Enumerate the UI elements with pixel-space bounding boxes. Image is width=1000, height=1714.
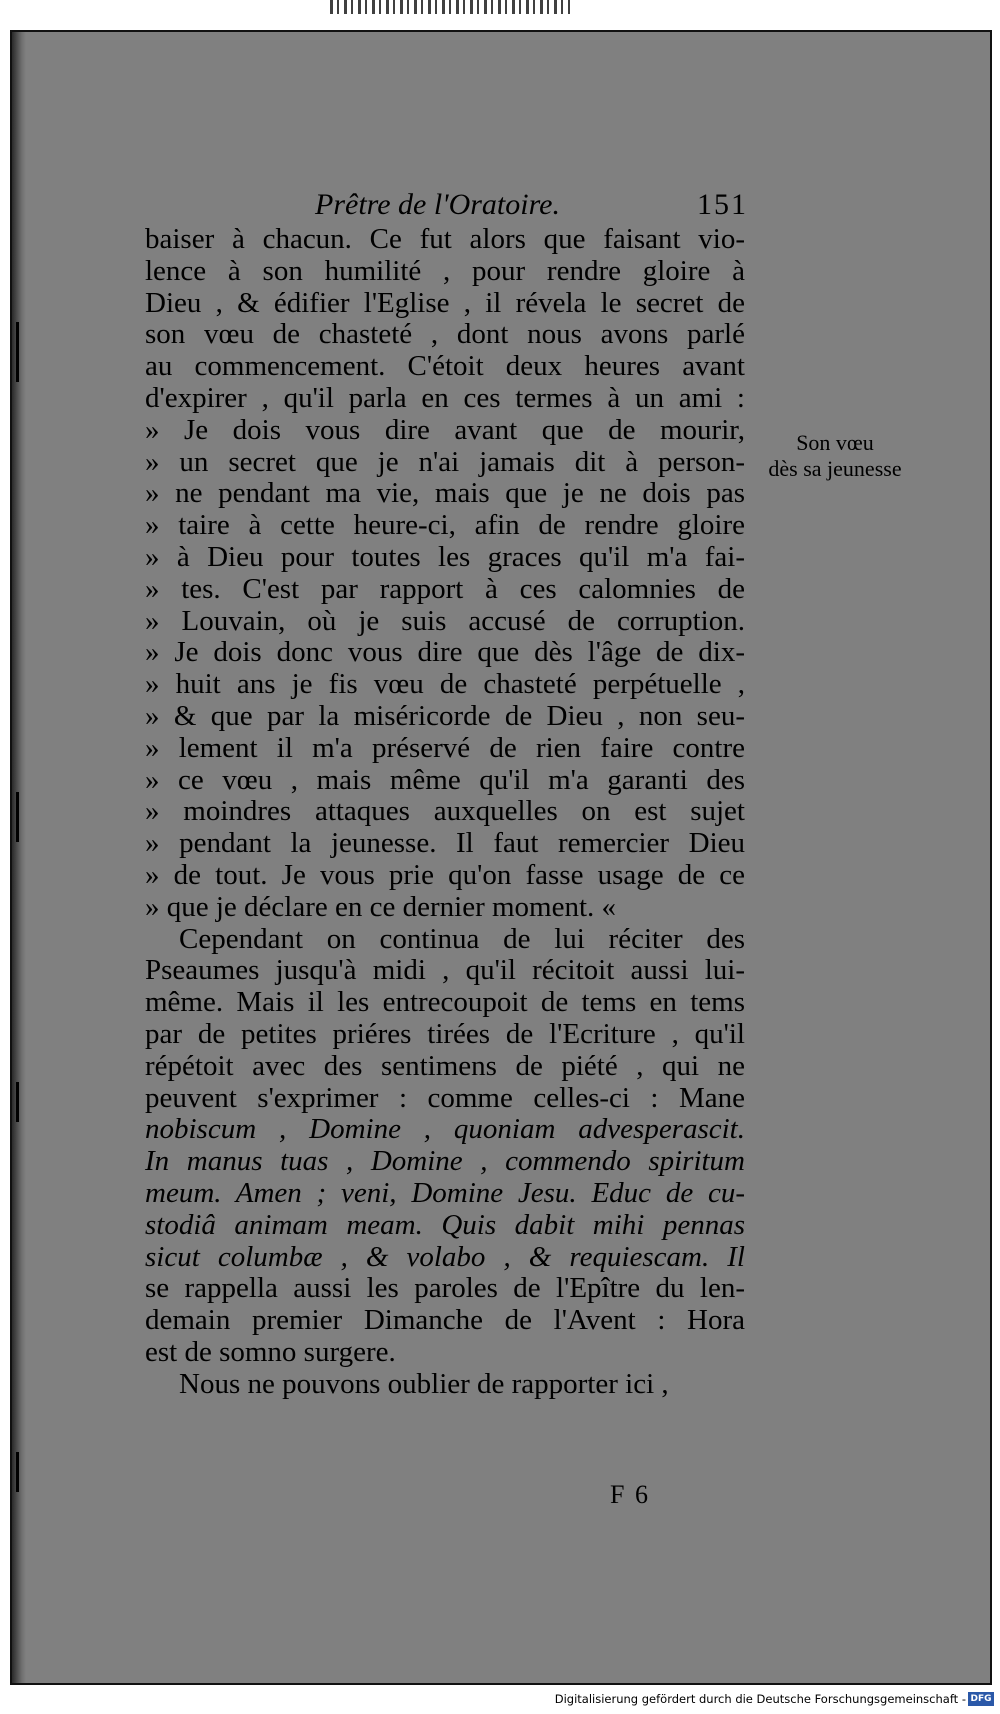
text-line: » ce vœu , mais même qu'il m'a garanti des [145,763,745,796]
dfg-logo: DFG [968,1692,994,1706]
scan-top-edge [0,0,1000,26]
text-line: » de tout. Je vous prie qu'on fasse usage de ce [145,858,745,891]
text-line: nobiscum , Domine , quoniam advesperascit. [145,1113,745,1146]
text-line: Cependant on continua de lui réciter des [179,922,745,955]
text-line: se rappella aussi les paroles de l'Epître du len- [145,1272,745,1305]
edge-mark [16,1082,19,1122]
body-text [145,224,745,1400]
text-line: » & que par la miséricorde de Dieu , non seu- [145,699,745,732]
footer-bar [0,1688,1000,1714]
margin-note [760,430,910,482]
text-line: » Je dois vous dire avant que de mourir, [145,413,745,446]
text-line: même. Mais il les entrecoupoit de tems en tems [145,986,745,1019]
text-line: répétoit avec des sentimens de piété , qui ne [145,1049,745,1082]
text-line: » que je déclare en ce dernier moment. « [145,890,617,923]
text-line: Dieu , & édifier l'Eglise , il révela le secret de [145,286,745,319]
page-gutter-shadow [12,32,26,1683]
text-line: au commencement. C'étoit deux heures avant [145,350,745,383]
text-line: meum. Amen ; veni, Domine Jesu. Educ de cu- [145,1176,745,1209]
edge-mark [16,792,19,842]
text-line: Nous ne pouvons oublier de rapporter ici , [179,1367,669,1400]
text-line: » moindres attaques auxquelles on est sujet [145,795,745,828]
text-line: » ne pendant ma vie, mais que je ne dois pas [145,477,745,510]
text-line: » Je dois donc vous dire que dès l'âge de dix- [145,636,745,669]
text-line: » lement il m'a préservé de rien faire contre [145,731,745,764]
text-line: son vœu de chasteté , dont nous avons parlé [145,318,745,351]
page-text-block [145,186,748,1400]
margin-note-line-1: Son vœu [796,430,874,455]
running-head [145,186,748,224]
digitization-credit: Digitalisierung gefördert durch die Deutsche Forschungsgemeinschaft - [554,1692,966,1706]
catchword: F 6 [610,1480,650,1509]
text-line: sicut columbæ , & volabo , & requiescam. Il [145,1240,745,1273]
text-line: » taire à cette heure-ci, afin de rendre gloire [145,509,745,542]
text-line: demain premier Dimanche de l'Avent : Hora [145,1304,745,1337]
text-line: baiser à chacun. Ce fut alors que faisant vio- [145,223,745,255]
text-line: Pseaumes jusqu'à midi , qu'il récitoit aussi lui- [145,954,745,987]
text-line: d'expirer , qu'il parla en ces termes à un ami : [145,381,745,414]
margin-note-line-2: dès sa jeunesse [768,456,902,481]
running-head-title: Prêtre de l'Oratoire. [315,188,560,221]
scan-speckles [330,0,570,14]
text-line: est de somno surgere. [145,1335,396,1368]
text-line: » un secret que je n'ai jamais dit à person- [145,445,745,478]
text-line: » à Dieu pour toutes les graces qu'il m'a fai- [145,540,745,573]
text-line: stodiâ animam meam. Quis dabit mihi pennas [145,1208,745,1241]
text-line: » tes. C'est par rapport à ces calomnies de [145,572,745,605]
edge-mark [16,322,19,382]
text-line: lence à son humilité , pour rendre gloire à [145,254,745,287]
page-number: 151 [697,188,748,221]
edge-mark [16,1452,19,1492]
text-line: peuvent s'exprimer : comme celles-ci : Mane [145,1081,745,1114]
text-line: par de petites priéres tirées de l'Ecriture , qu'il [145,1017,745,1050]
text-line: » huit ans je fis vœu de chasteté perpétuelle , [145,668,745,701]
text-line: » Louvain, où je suis accusé de corruption. [145,604,745,637]
text-line: » pendant la jeunesse. Il faut remercier Dieu [145,827,745,860]
text-line: In manus tuas , Domine , commendo spiritum [145,1145,745,1178]
